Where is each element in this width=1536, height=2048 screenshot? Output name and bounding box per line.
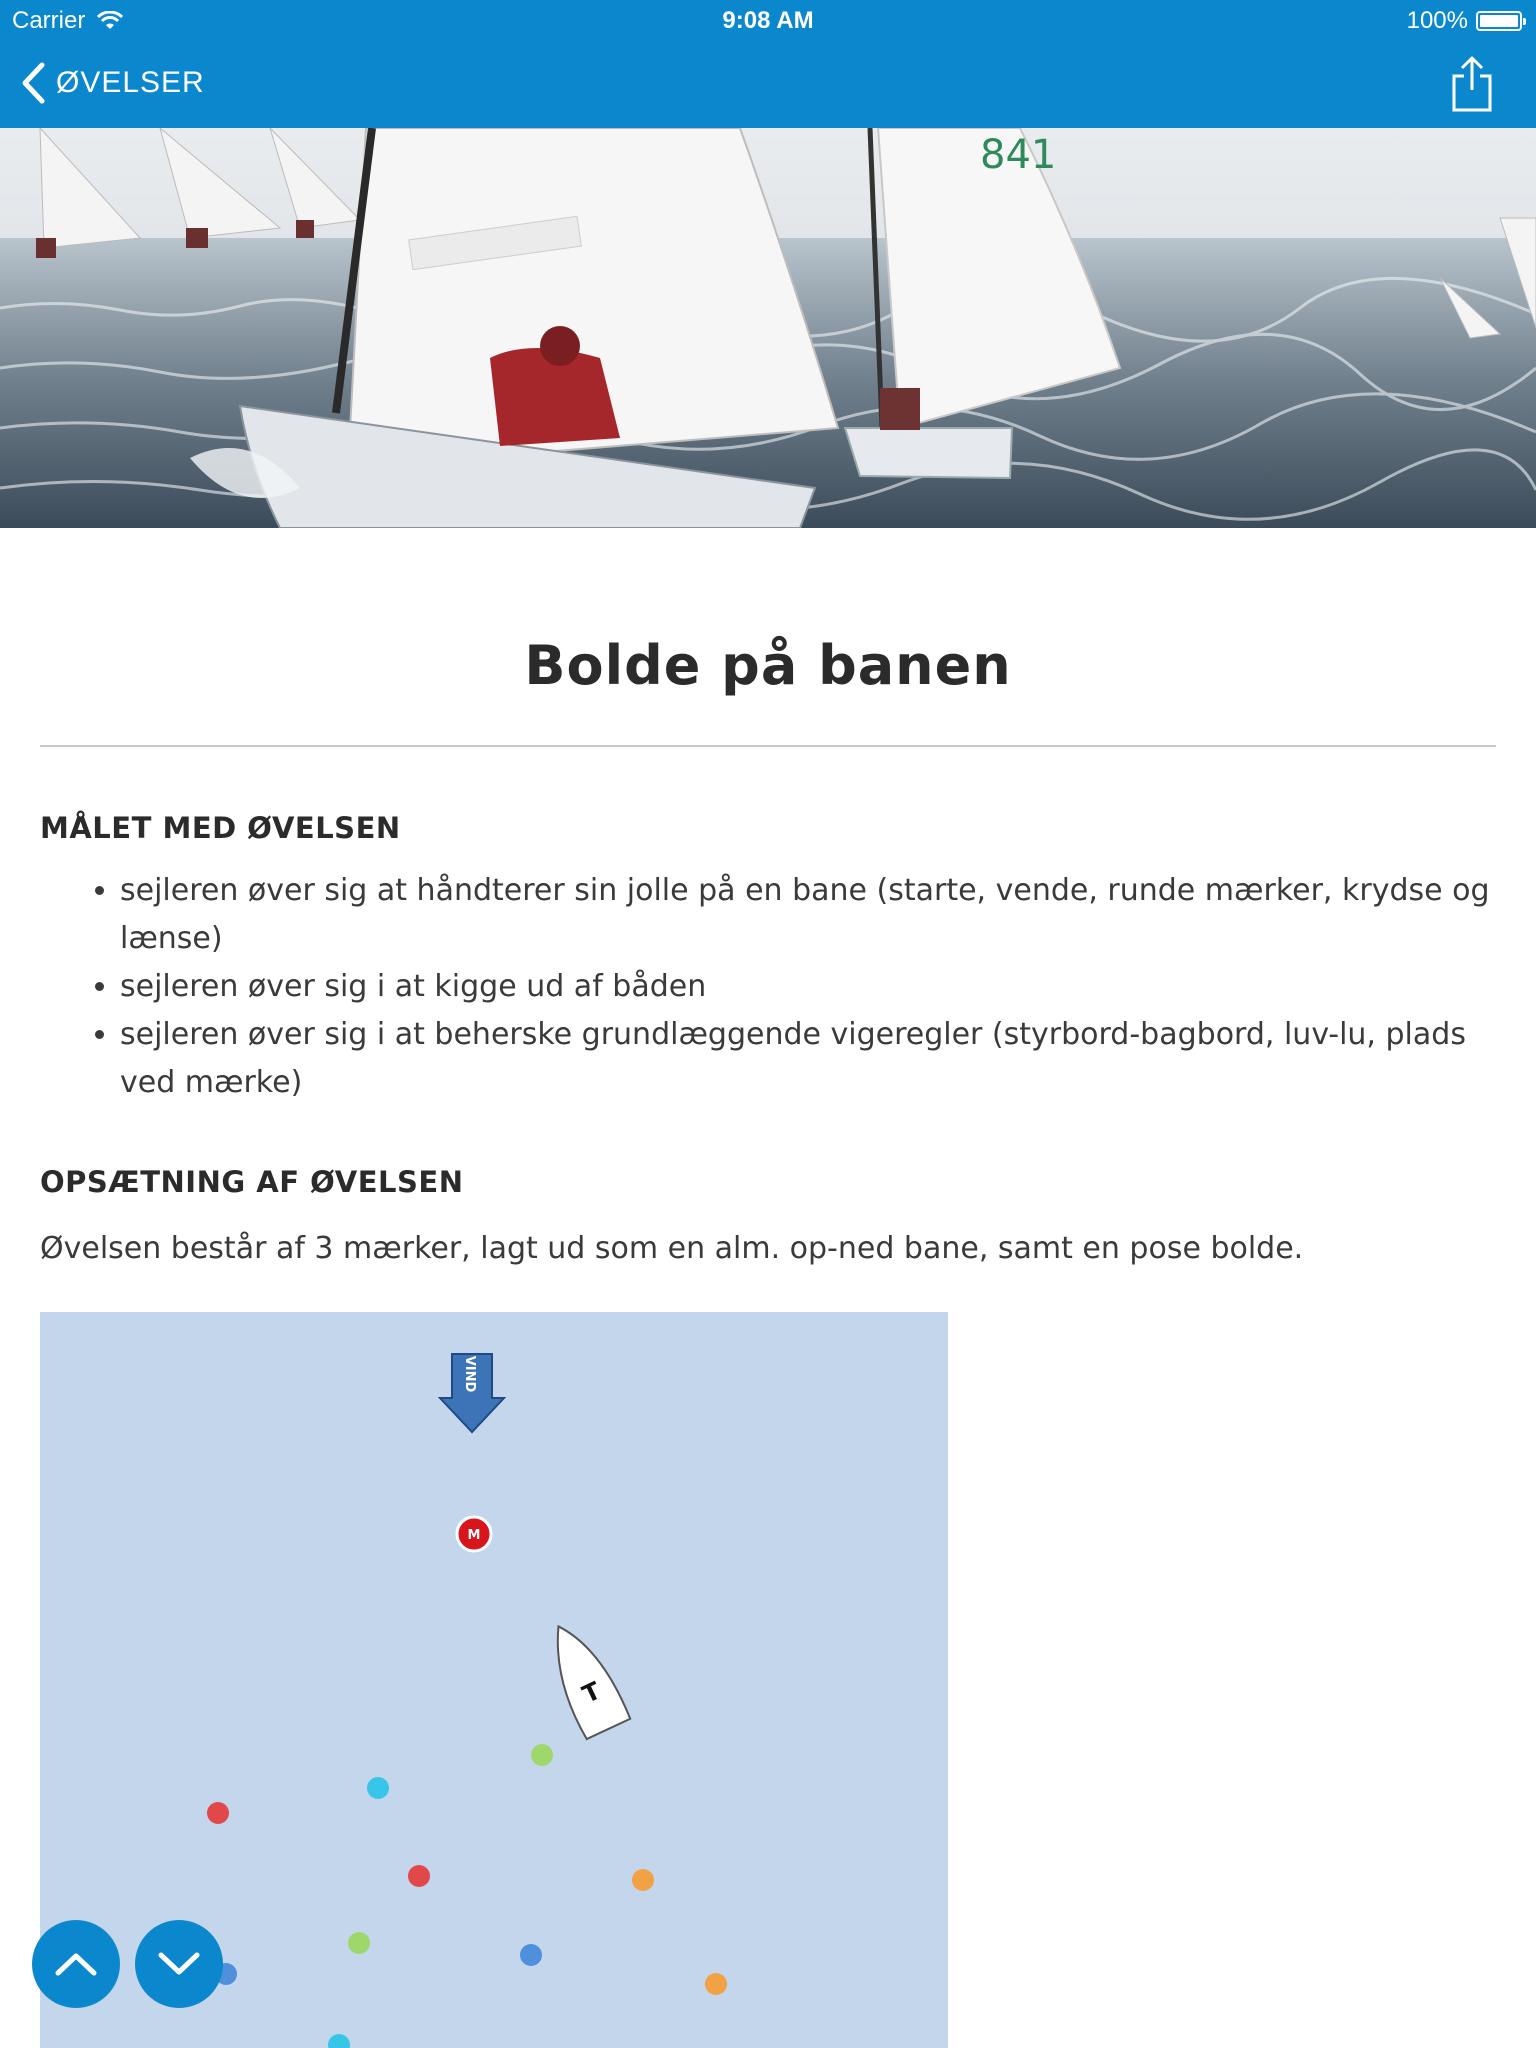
balls: [207, 1744, 727, 2048]
wind-arrow-icon: [440, 1354, 504, 1432]
goal-heading: MÅLET MED ØVELSEN: [40, 811, 401, 845]
article-content: [40, 528, 1496, 1273]
setup-heading: OPSÆTNING AF ØVELSEN: [40, 1165, 464, 1199]
ball-orange: [705, 1973, 727, 1995]
ball-red: [408, 1865, 430, 1887]
ball-green: [531, 1744, 553, 1766]
page-title: Bolde på banen: [524, 634, 1012, 697]
carrier-label: Carrier: [12, 7, 86, 34]
sailboat-icon: [538, 1615, 631, 1739]
goal-list: [40, 867, 1496, 1107]
ball-cyan: [367, 1777, 389, 1799]
battery-status: [1407, 7, 1522, 35]
list-item: • sejleren øver sig at håndterer sin jolle på en bane (starte, vende, runde mærker, krydse og lænse): [120, 867, 1496, 963]
back-button[interactable]: [20, 62, 205, 104]
mark-label: M: [467, 1528, 481, 1543]
back-label: ØVELSER: [56, 66, 205, 99]
ball-red: [207, 1802, 229, 1824]
title-divider: [40, 745, 1496, 747]
ball-blue: [520, 1944, 542, 1966]
navigation-bar: [0, 40, 1536, 128]
course-mark: [457, 1517, 491, 1551]
hero-image: [0, 128, 1536, 528]
chevron-up-icon: [54, 1951, 98, 1977]
status-time: 9:08 AM: [722, 7, 814, 34]
ball-green: [348, 1932, 370, 1954]
svg-text:841: 841: [980, 132, 1057, 178]
boat-label: T: [578, 1676, 605, 1709]
chevron-left-icon: [20, 62, 46, 104]
setup-text: Øvelsen består af 3 mærker, lagt ud som en alm. op-ned bane, samt en pose bolde.: [40, 1231, 1304, 1266]
ball-orange: [632, 1869, 654, 1891]
scroll-up-button[interactable]: [32, 1920, 120, 2008]
share-icon[interactable]: [1448, 54, 1496, 114]
battery-icon: [1476, 11, 1522, 31]
list-item: • sejleren øver sig i at beherske grundlæggende vigeregler (styrbord-bagbord, luv-lu, plads ved mærke): [120, 1011, 1496, 1107]
ball-cyan: [328, 2034, 350, 2048]
scroll-down-button[interactable]: [135, 1920, 223, 2008]
list-item: • sejleren øver sig i at kigge ud af båden: [120, 963, 1496, 1011]
status-bar: [0, 0, 1536, 40]
battery-percent: 100%: [1406, 7, 1468, 34]
chevron-down-icon: [157, 1951, 201, 1977]
wind-label: VIND: [462, 1355, 477, 1393]
